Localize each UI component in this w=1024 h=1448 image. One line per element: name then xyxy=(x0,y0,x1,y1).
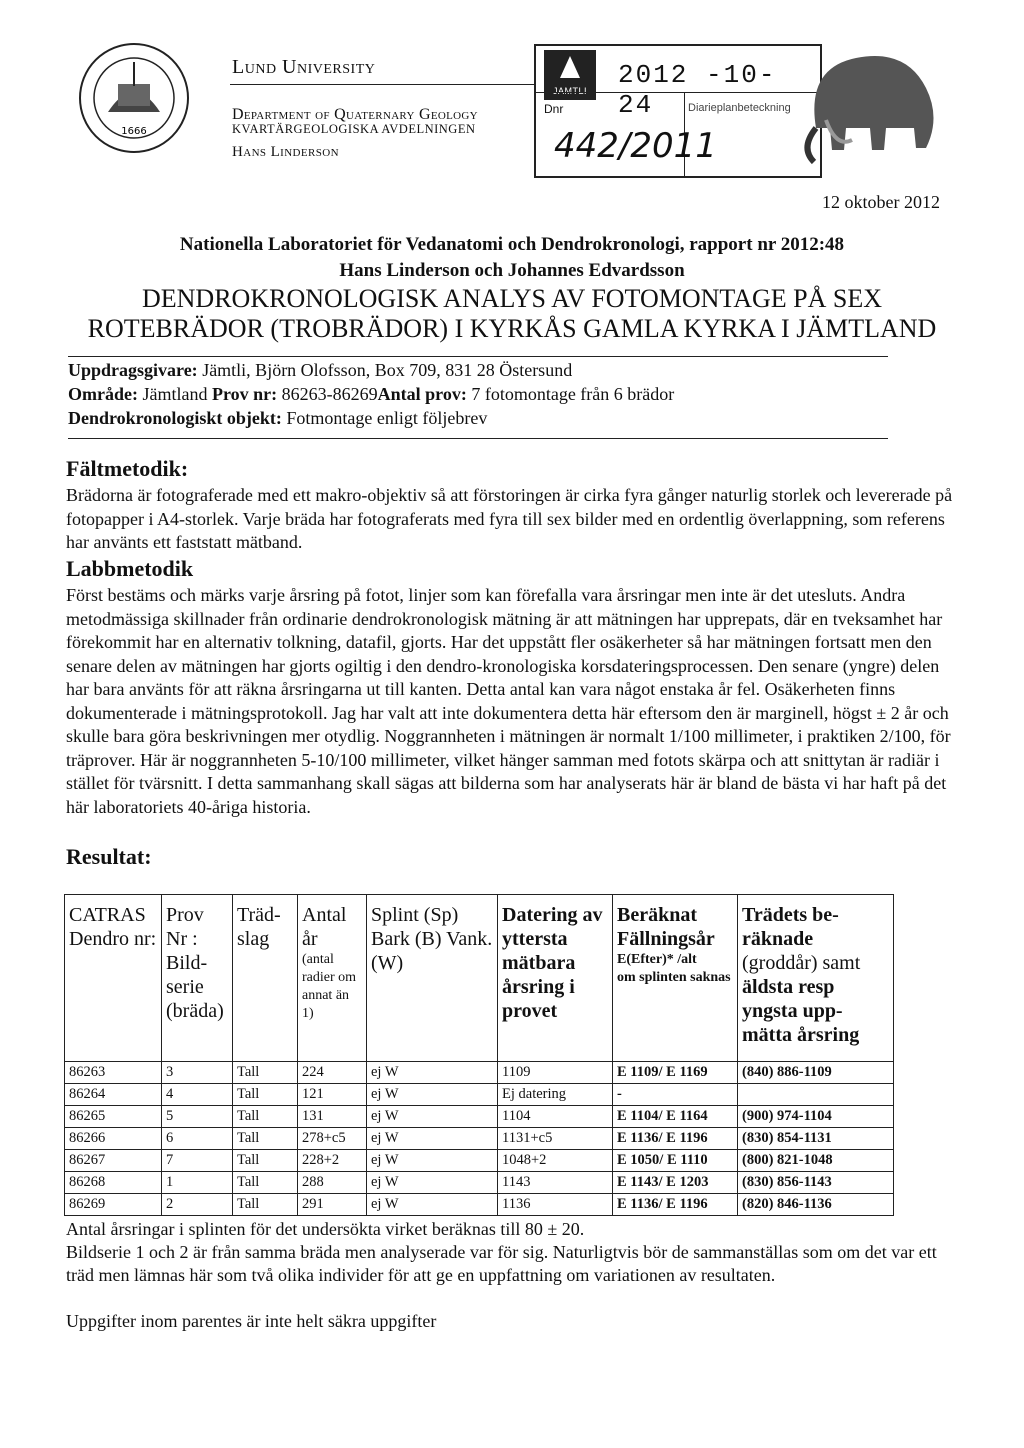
object-line xyxy=(68,408,487,429)
department-person: Hans Linderson xyxy=(232,144,339,160)
jamtli-logo-icon xyxy=(544,50,596,84)
cell-splint: ej W xyxy=(367,1194,498,1216)
table-header-row xyxy=(65,895,894,1062)
cell-dating: 1131+c5 xyxy=(498,1128,613,1150)
cell-tree-age: (840) 886-1109 xyxy=(738,1062,894,1084)
cell-prov: 4 xyxy=(162,1084,233,1106)
cell-species: Tall xyxy=(233,1150,298,1172)
report-line: Nationella Laboratoriet för Vedanatomi och Dendrokronologi, rapport nr 2012:48 xyxy=(179,234,845,255)
cell-felling: E 1136/ E 1196 xyxy=(613,1194,738,1216)
cell-tree-age: (830) 854-1131 xyxy=(738,1128,894,1150)
object-label: Dendrokronologiskt objekt: xyxy=(68,408,282,428)
client-label: Uppdragsgivare: xyxy=(68,360,198,380)
header-felling-sub1: E(Efter)* /alt xyxy=(617,952,697,967)
header-felling xyxy=(613,895,738,1062)
cell-species: Tall xyxy=(233,1062,298,1084)
table-row xyxy=(65,1172,894,1194)
cell-prov: 7 xyxy=(162,1150,233,1172)
cell-years: 121 xyxy=(298,1084,367,1106)
cell-prov: 3 xyxy=(162,1062,233,1084)
field-method-text: Brädorna är fotograferade med ett makro-objektiv så att förstoringen är cirka fyra gånger naturlig storlek och levererade på fotopapper i A4-storlek. Varje bräda har fotograferats med fyra till sex bilder med en ordentlig överlappning, som referens har använts ett faststatt mätband. xyxy=(66,485,953,552)
header-dating xyxy=(498,895,613,1062)
jamtli-logo-text: JAMTLI xyxy=(552,86,587,96)
lab-method-text: Först bestäms och märks varje årsring på fotot, linjer som kan förefalla vara årsringar men inte är det utesluts. Andra metodmässiga skillnader från ordinarie dendrokronologisk mätning är att mätningen har upprepats, där en tveksamhet har förekommit har en alternativ tolkning, datafil, gjorts. Har det uppstått fler osäkerheter så har mätningen fortsatt men den senare delen av mätningen har gjorts ogiltig i den dendro-kronologiska korsdateringsprocessen. Den senare (yngre) delen har bara använts för att räkna årsringarna ut till kanten. Detta antal kan vara något enstaka år fel. Osäkerheten finns dokumenterade i mätningsprotokoll. Jag har valt att inte dokumentera detta här eftersom den är marginell, högst ± 2 år och skulle bara göra beskrivningen mer otydlig. Noggrannheten i mätningen är normalt 1/100 millimeter, i praktiken 2/100, för träprover. Här är noggrannheten 5-10/100 millimeter, vilket hänger samman med fotots skärpa och att snittytan är radiär i stället för tvärsnitt. I detta sammanhang skall sägas att bilderna som har analyserats här är bland de bästa vi har haft på det här laboratoriets 40-åriga historia. xyxy=(66,585,951,817)
cell-years: 224 xyxy=(298,1062,367,1084)
university-name: Lund University xyxy=(232,56,376,78)
cell-catras: 86269 xyxy=(65,1194,162,1216)
header-tree-age-text: Trädets be- räknade xyxy=(742,904,839,950)
cell-felling: E 1050/ E 1110 xyxy=(613,1150,738,1172)
header-catras xyxy=(65,895,162,1062)
university-seal xyxy=(78,42,190,154)
header-splint xyxy=(367,895,498,1062)
cell-years: 131 xyxy=(298,1106,367,1128)
cell-catras: 86266 xyxy=(65,1128,162,1150)
cell-felling: E 1143/ E 1203 xyxy=(613,1172,738,1194)
cell-years: 278+c5 xyxy=(298,1128,367,1150)
cell-felling: E 1109/ E 1169 xyxy=(613,1062,738,1084)
header-catras-text: CATRAS Dendro nr: xyxy=(69,904,157,950)
table-row xyxy=(65,1062,894,1084)
count-label: Antal prov: xyxy=(377,384,467,404)
header-years-sub: (antal radier om annat än 1) xyxy=(302,952,357,1021)
object-value: Fotmontage enligt följebrev xyxy=(281,408,488,428)
department-subtitle: KVARTÄRGEOLOGISKA AVDELNINGEN xyxy=(232,122,476,136)
cell-tree-age: (820) 846-1136 xyxy=(738,1194,894,1216)
cell-dating: 1109 xyxy=(498,1062,613,1084)
info-rule-top xyxy=(68,356,888,357)
seal-year: 1666 xyxy=(121,126,147,137)
cell-tree-age: (830) 856-1143 xyxy=(738,1172,894,1194)
cell-catras: 86268 xyxy=(65,1172,162,1194)
area-label: Område: xyxy=(68,384,138,404)
cell-species: Tall xyxy=(233,1106,298,1128)
cell-species: Tall xyxy=(233,1172,298,1194)
cell-splint: ej W xyxy=(367,1150,498,1172)
client-line xyxy=(68,360,572,381)
table-row xyxy=(65,1084,894,1106)
cell-dating: 1143 xyxy=(498,1172,613,1194)
header-prov-sub: (bräda) xyxy=(166,1000,224,1022)
header-species-text: Träd- slag xyxy=(237,904,281,950)
results-heading: Resultat: xyxy=(66,844,152,869)
department-name: Department of Quaternary Geology xyxy=(232,106,478,123)
stamp-dnr-label: Dnr xyxy=(544,102,564,116)
cell-splint: ej W xyxy=(367,1062,498,1084)
sample-label: Prov nr: xyxy=(211,384,278,404)
header-species xyxy=(233,895,298,1062)
cell-prov: 6 xyxy=(162,1128,233,1150)
cell-dating: Ej datering xyxy=(498,1084,613,1106)
header-splint-text: Splint (Sp) Bark (B) Vank. (W) xyxy=(371,904,493,974)
cell-dating: 1104 xyxy=(498,1106,613,1128)
cell-years: 228+2 xyxy=(298,1150,367,1172)
lab-method-heading: Labbmetodik xyxy=(66,556,194,581)
table-row xyxy=(65,1128,894,1150)
stamp-date: 2012 -10- 24 xyxy=(618,60,777,120)
cell-species: Tall xyxy=(233,1194,298,1216)
area-value: Jämtland xyxy=(137,384,212,404)
header-felling-sub2: om splinten saknas xyxy=(617,970,731,985)
cell-prov: 1 xyxy=(162,1172,233,1194)
info-rule-bottom xyxy=(68,438,888,439)
cell-dating: 1048+2 xyxy=(498,1150,613,1172)
header-tree-age-sub2: äldsta resp yngsta upp- mätta årsring xyxy=(742,976,860,1046)
title-line-1: DENDROKRONOLOGISK ANALYS AV FOTOMONTAGE PÅ SEX xyxy=(142,284,882,313)
cell-catras: 86267 xyxy=(65,1150,162,1172)
stamp-number: 442/2011 xyxy=(554,126,717,166)
cell-dating: 1136 xyxy=(498,1194,613,1216)
stamp-diary-label: Diarieplanbeteckning xyxy=(688,102,791,114)
cell-felling: E 1136/ E 1196 xyxy=(613,1128,738,1150)
stamp-divider xyxy=(536,92,820,93)
cell-splint: ej W xyxy=(367,1128,498,1150)
registry-stamp xyxy=(534,44,822,178)
cell-splint: ej W xyxy=(367,1106,498,1128)
sample-value: 86263-86269 xyxy=(277,384,378,404)
header-tree-age xyxy=(738,895,894,1062)
table-row xyxy=(65,1150,894,1172)
cell-felling: - xyxy=(613,1084,738,1106)
footer-line-2: Bildserie 1 och 2 är från samma bräda men analyserade var för sig. Naturligtvis bör de sammanställas som om det var ett träd men lämnas här som två olika individer för att ge en uppfattning om variationen av resultaten. xyxy=(66,1242,937,1285)
table-row xyxy=(65,1106,894,1128)
report-date: 12 oktober 2012 xyxy=(822,192,940,212)
field-method-heading: Fältmetodik: xyxy=(66,456,189,481)
header-prov xyxy=(162,895,233,1062)
header-tree-age-sub1: (groddår) samt xyxy=(742,952,861,974)
area-line xyxy=(68,384,674,405)
footer-line-3: Uppgifter inom parentes är inte helt säkra uppgifter xyxy=(66,1311,437,1331)
cell-prov: 2 xyxy=(162,1194,233,1216)
results-table xyxy=(64,894,894,1216)
count-value: 7 fotomontage från 6 brädor xyxy=(466,384,675,404)
cell-splint: ej W xyxy=(367,1084,498,1106)
header-prov-text: Prov Nr : Bild- serie xyxy=(166,904,208,998)
cell-species: Tall xyxy=(233,1084,298,1106)
authors: Hans Linderson och Johannes Edvardsson xyxy=(339,260,685,281)
cell-years: 288 xyxy=(298,1172,367,1194)
cell-splint: ej W xyxy=(367,1172,498,1194)
cell-catras: 86263 xyxy=(65,1062,162,1084)
cell-prov: 5 xyxy=(162,1106,233,1128)
cell-years: 291 xyxy=(298,1194,367,1216)
title-line-2: ROTEBRÄDOR (TROBRÄDOR) I KYRKÅS GAMLA KYRKA I JÄMTLAND xyxy=(87,314,937,343)
cell-catras: 86264 xyxy=(65,1084,162,1106)
mammoth-icon xyxy=(796,28,946,168)
header-felling-text: Beräknat Fällningsår xyxy=(617,904,715,950)
header-dating-text: Datering av yttersta mätbara årsring i provet xyxy=(502,904,603,1022)
header-years-text: Antal år xyxy=(302,904,347,950)
cell-tree-age: (900) 974-1104 xyxy=(738,1106,894,1128)
cell-tree-age xyxy=(738,1084,894,1106)
table-row xyxy=(65,1194,894,1216)
footer-line-1: Antal årsringar i splinten för det undersökta virket beräknas till 80 ± 20. xyxy=(66,1219,585,1239)
cell-tree-age: (800) 821-1048 xyxy=(738,1150,894,1172)
client-value: Jämtli, Björn Olofsson, Box 709, 831 28 Östersund xyxy=(197,360,573,380)
header-years xyxy=(298,895,367,1062)
cell-species: Tall xyxy=(233,1128,298,1150)
cell-felling: E 1104/ E 1164 xyxy=(613,1106,738,1128)
cell-catras: 86265 xyxy=(65,1106,162,1128)
